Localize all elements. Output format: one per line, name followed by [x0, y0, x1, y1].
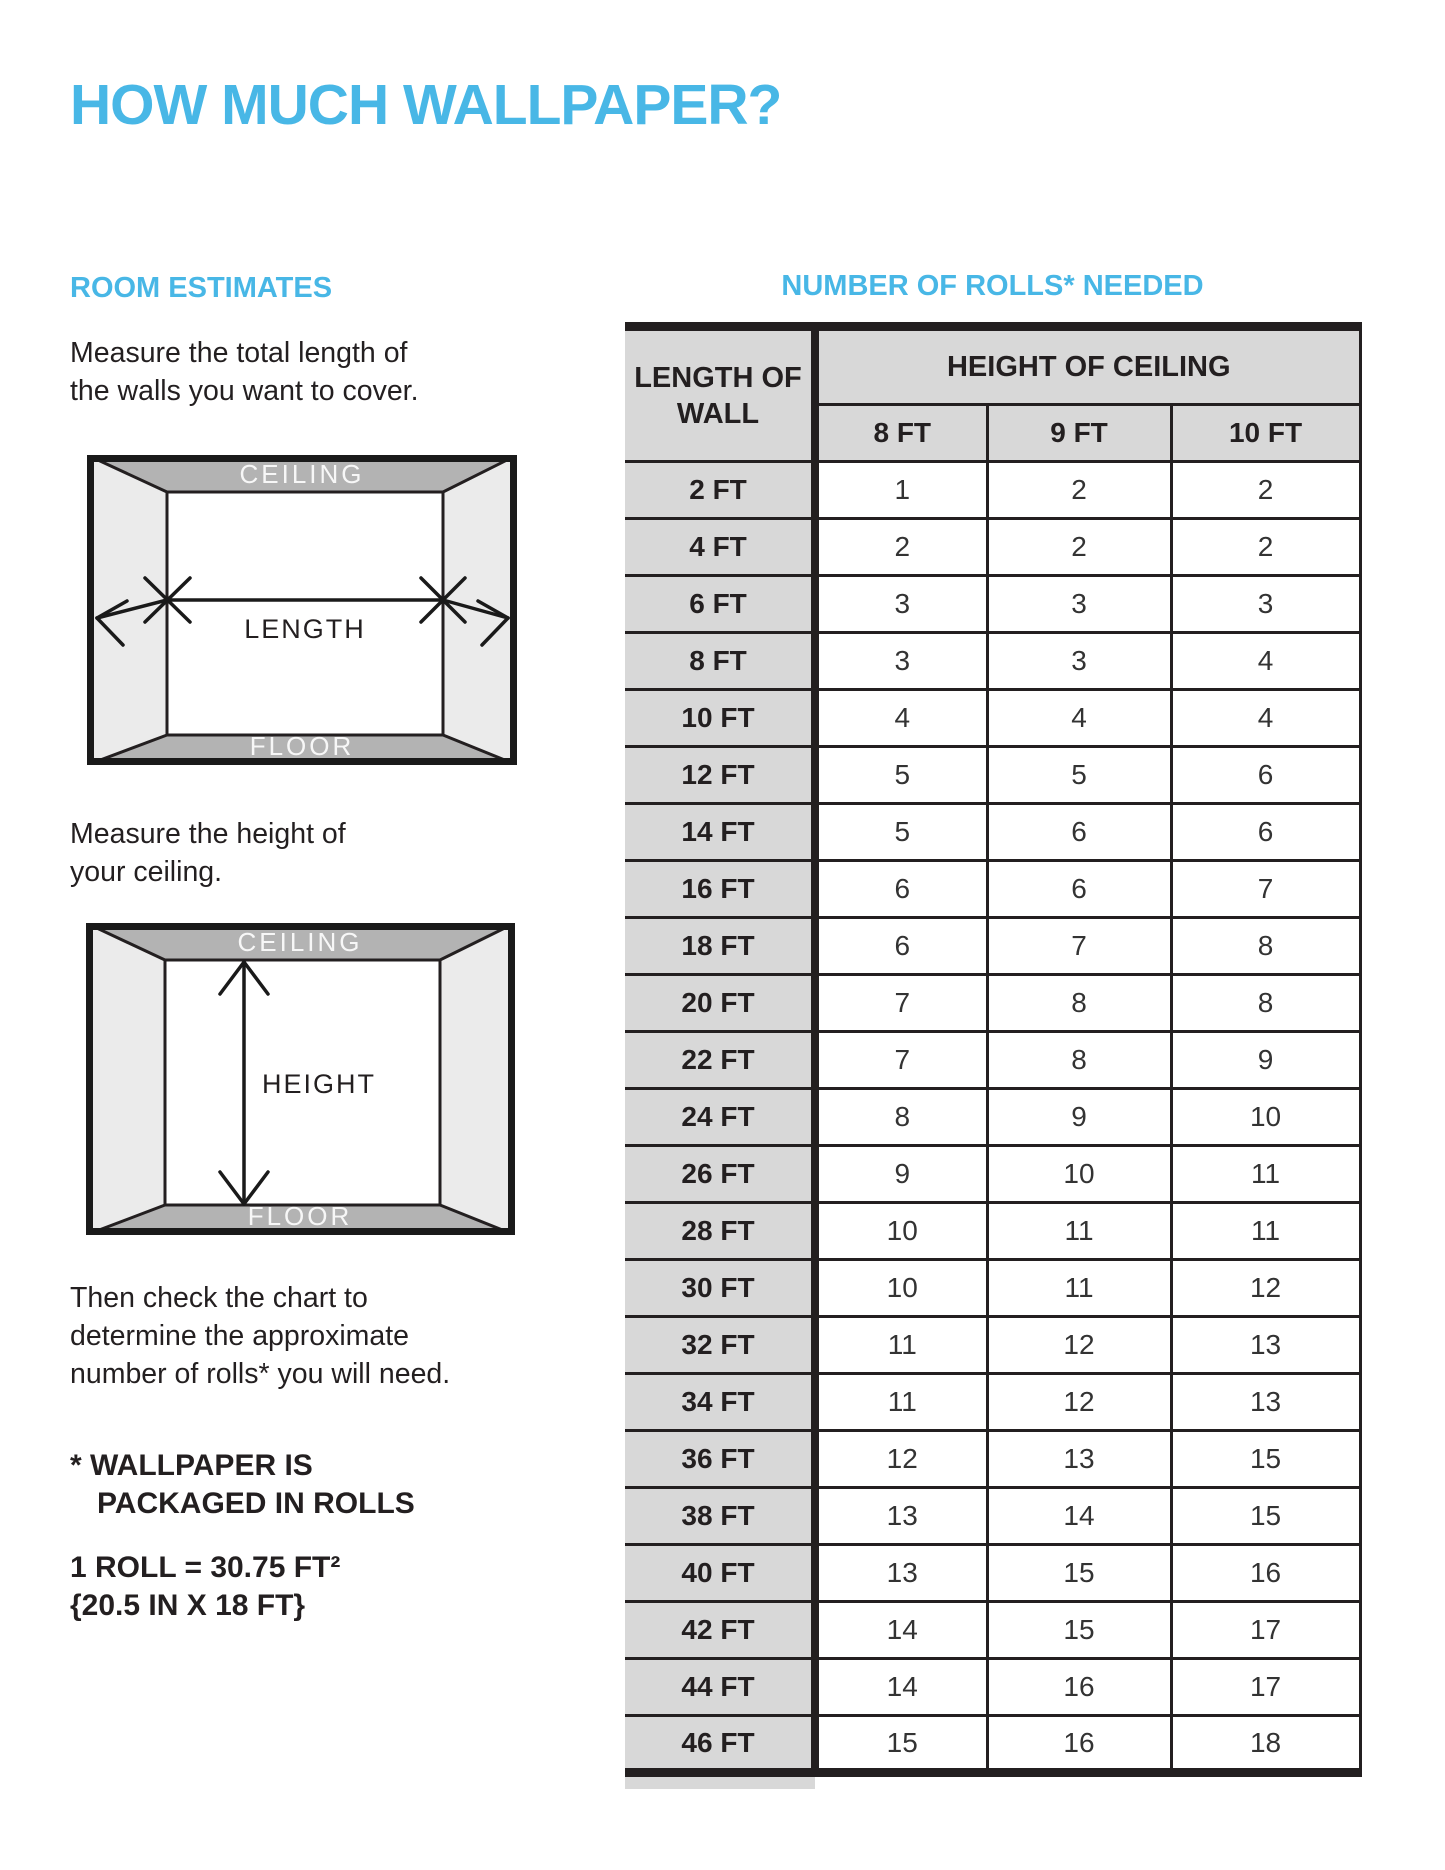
table-row: [625, 1260, 1360, 1317]
table-row: [625, 462, 1360, 519]
rolls-9ft-cell: 11: [987, 1203, 1171, 1260]
ceiling-8ft-header: 8 FT: [815, 405, 987, 462]
rolls-9ft-cell: 9: [987, 1089, 1171, 1146]
instruction-line: Measure the height of: [70, 818, 346, 850]
wall-length-cell: 20 FT: [625, 975, 815, 1032]
rolls-9ft-cell: 12: [987, 1317, 1171, 1374]
wall-length-cell: 16 FT: [625, 861, 815, 918]
rolls-10ft-cell: 4: [1171, 633, 1360, 690]
rolls-10ft-cell: 11: [1171, 1203, 1360, 1260]
table-row: [625, 633, 1360, 690]
rolls-8ft-cell: 4: [815, 690, 987, 747]
rolls-8ft-cell: 3: [815, 633, 987, 690]
length-of-wall-header: LENGTH OF WALL: [625, 327, 815, 462]
left-wall-face: [86, 923, 165, 1235]
table-row: [625, 1431, 1360, 1488]
wall-length-cell: 10 FT: [625, 690, 815, 747]
wall-length-cell: 8 FT: [625, 633, 815, 690]
wall-length-cell: 24 FT: [625, 1089, 815, 1146]
wall-length-cell: 30 FT: [625, 1260, 815, 1317]
instruction-check-chart: [70, 1279, 450, 1393]
rolls-8ft-cell: 1: [815, 462, 987, 519]
instruction-line: your ceiling.: [70, 856, 223, 888]
rolls-9ft-cell: 15: [987, 1545, 1171, 1602]
rolls-10ft-cell: 12: [1171, 1260, 1360, 1317]
wall-length-cell: 12 FT: [625, 747, 815, 804]
rolls-9ft-cell: 8: [987, 1032, 1171, 1089]
rolls-8ft-cell: 10: [815, 1260, 987, 1317]
ceiling-10ft-header: 10 FT: [1171, 405, 1360, 462]
footnote-line: PACKAGED IN ROLLS: [97, 1487, 415, 1520]
rolls-10ft-cell: 7: [1171, 861, 1360, 918]
wall-length-cell: 40 FT: [625, 1545, 815, 1602]
wall-length-cell: 4 FT: [625, 519, 815, 576]
roll-size-info: [70, 1549, 340, 1625]
rolls-table-body: [625, 462, 1360, 1773]
floor-label: FLOOR: [247, 1201, 353, 1231]
table-row: [625, 1488, 1360, 1545]
rolls-10ft-cell: 6: [1171, 804, 1360, 861]
rolls-10ft-cell: 4: [1171, 690, 1360, 747]
rolls-9ft-cell: 5: [987, 747, 1171, 804]
rolls-8ft-cell: 8: [815, 1089, 987, 1146]
rolls-9ft-cell: 4: [987, 690, 1171, 747]
rolls-10ft-cell: 2: [1171, 519, 1360, 576]
rolls-table: [625, 322, 1362, 1777]
wall-length-cell: 28 FT: [625, 1203, 815, 1260]
rolls-8ft-cell: 5: [815, 804, 987, 861]
rolls-8ft-cell: 3: [815, 576, 987, 633]
room-height-diagram-canvas: [86, 923, 515, 1235]
length-label: LENGTH: [244, 614, 366, 644]
rolls-8ft-cell: 13: [815, 1488, 987, 1545]
rolls-8ft-cell: 6: [815, 918, 987, 975]
height-arrow-icon: [220, 962, 268, 1204]
room-length-diagram-canvas: [87, 455, 517, 765]
rolls-8ft-cell: 13: [815, 1545, 987, 1602]
rolls-9ft-cell: 16: [987, 1716, 1171, 1773]
table-row: [625, 690, 1360, 747]
table-row: [625, 1203, 1360, 1260]
rolls-8ft-cell: 10: [815, 1203, 987, 1260]
rolls-10ft-cell: 16: [1171, 1545, 1360, 1602]
table-row: [625, 804, 1360, 861]
rolls-9ft-cell: 11: [987, 1260, 1171, 1317]
rolls-10ft-cell: 2: [1171, 462, 1360, 519]
wall-length-cell: 34 FT: [625, 1374, 815, 1431]
wall-length-cell: 6 FT: [625, 576, 815, 633]
wall-length-cell: 46 FT: [625, 1716, 815, 1773]
instruction-line: determine the approximate: [70, 1320, 410, 1352]
roll-size-line: {20.5 IN X 18 FT}: [70, 1589, 306, 1622]
rolls-9ft-cell: 2: [987, 462, 1171, 519]
rolls-9ft-cell: 3: [987, 576, 1171, 633]
floor-label: FLOOR: [249, 731, 355, 761]
rolls-9ft-cell: 12: [987, 1374, 1171, 1431]
rolls-10ft-cell: 13: [1171, 1374, 1360, 1431]
rolls-9ft-cell: 2: [987, 519, 1171, 576]
wall-length-cell: 22 FT: [625, 1032, 815, 1089]
table-row: [625, 1374, 1360, 1431]
rolls-9ft-cell: 16: [987, 1659, 1171, 1716]
rolls-10ft-cell: 6: [1171, 747, 1360, 804]
rolls-needed-heading: NUMBER OF ROLLS* NEEDED: [781, 270, 1204, 302]
table-row: [625, 576, 1360, 633]
rolls-10ft-cell: 15: [1171, 1431, 1360, 1488]
ceiling-9ft-header: 9 FT: [987, 405, 1171, 462]
room-height-diagram: [86, 923, 515, 1235]
height-of-ceiling-header: HEIGHT OF CEILING: [815, 327, 1360, 405]
table-row: [625, 1659, 1360, 1716]
wall-length-cell: 36 FT: [625, 1431, 815, 1488]
table-row: [625, 861, 1360, 918]
rolls-10ft-cell: 9: [1171, 1032, 1360, 1089]
table-footer-stub: [625, 1777, 815, 1789]
rolls-10ft-cell: 8: [1171, 918, 1360, 975]
table-row: [625, 1602, 1360, 1659]
table-row: [625, 519, 1360, 576]
table-row: [625, 1146, 1360, 1203]
table-row: [625, 747, 1360, 804]
room-length-diagram: [87, 455, 517, 765]
rolls-8ft-cell: 7: [815, 1032, 987, 1089]
rolls-8ft-cell: 12: [815, 1431, 987, 1488]
rolls-9ft-cell: 3: [987, 633, 1171, 690]
rolls-10ft-cell: 3: [1171, 576, 1360, 633]
rolls-8ft-cell: 2: [815, 519, 987, 576]
rolls-10ft-cell: 11: [1171, 1146, 1360, 1203]
rolls-10ft-cell: 17: [1171, 1602, 1360, 1659]
rolls-9ft-cell: 6: [987, 804, 1171, 861]
wall-length-cell: 26 FT: [625, 1146, 815, 1203]
rolls-8ft-cell: 11: [815, 1374, 987, 1431]
rolls-9ft-cell: 10: [987, 1146, 1171, 1203]
wall-length-cell: 18 FT: [625, 918, 815, 975]
instruction-line: Then check the chart to: [70, 1282, 368, 1314]
rolls-9ft-cell: 15: [987, 1602, 1171, 1659]
ceiling-label: CEILING: [239, 459, 365, 489]
rolls-8ft-cell: 15: [815, 1716, 987, 1773]
ceiling-label: CEILING: [237, 927, 363, 957]
rolls-8ft-cell: 5: [815, 747, 987, 804]
rolls-8ft-cell: 14: [815, 1602, 987, 1659]
rolls-9ft-cell: 7: [987, 918, 1171, 975]
rolls-9ft-cell: 14: [987, 1488, 1171, 1545]
table-row: [625, 1716, 1360, 1773]
rolls-10ft-cell: 17: [1171, 1659, 1360, 1716]
table-row: [625, 918, 1360, 975]
instruction-line: the walls you want to cover.: [70, 375, 419, 407]
rolls-8ft-cell: 9: [815, 1146, 987, 1203]
wall-length-cell: 32 FT: [625, 1317, 815, 1374]
wallpaper-rolls-footnote: [70, 1447, 415, 1523]
rolls-10ft-cell: 18: [1171, 1716, 1360, 1773]
rolls-10ft-cell: 13: [1171, 1317, 1360, 1374]
height-label: HEIGHT: [262, 1069, 377, 1099]
room-estimates-heading: ROOM ESTIMATES: [70, 272, 333, 304]
table-row: [625, 975, 1360, 1032]
page-title: HOW MUCH WALLPAPER?: [70, 73, 782, 137]
rolls-9ft-cell: 6: [987, 861, 1171, 918]
wall-length-cell: 14 FT: [625, 804, 815, 861]
wall-length-cell: 2 FT: [625, 462, 815, 519]
rolls-9ft-cell: 13: [987, 1431, 1171, 1488]
wall-length-cell: 38 FT: [625, 1488, 815, 1545]
rolls-8ft-cell: 11: [815, 1317, 987, 1374]
rolls-10ft-cell: 8: [1171, 975, 1360, 1032]
rolls-8ft-cell: 6: [815, 861, 987, 918]
instruction-measure-height: [70, 815, 346, 891]
wall-length-cell: 44 FT: [625, 1659, 815, 1716]
rolls-10ft-cell: 15: [1171, 1488, 1360, 1545]
rolls-10ft-cell: 10: [1171, 1089, 1360, 1146]
rolls-9ft-cell: 8: [987, 975, 1171, 1032]
instruction-line: number of rolls* you will need.: [70, 1358, 451, 1390]
table-row: [625, 1032, 1360, 1089]
roll-size-line: 1 ROLL = 30.75 FT²: [70, 1551, 341, 1584]
rolls-8ft-cell: 7: [815, 975, 987, 1032]
rolls-table-container: [625, 322, 1360, 1789]
right-wall-face: [440, 923, 515, 1235]
table-row: [625, 1545, 1360, 1602]
rolls-8ft-cell: 14: [815, 1659, 987, 1716]
instruction-measure-length: [70, 334, 419, 410]
footnote-line: * WALLPAPER IS: [70, 1449, 313, 1482]
table-row: [625, 1317, 1360, 1374]
wall-length-cell: 42 FT: [625, 1602, 815, 1659]
table-row: [625, 1089, 1360, 1146]
table-header-row: [625, 327, 1360, 405]
instruction-line: Measure the total length of: [70, 337, 408, 369]
